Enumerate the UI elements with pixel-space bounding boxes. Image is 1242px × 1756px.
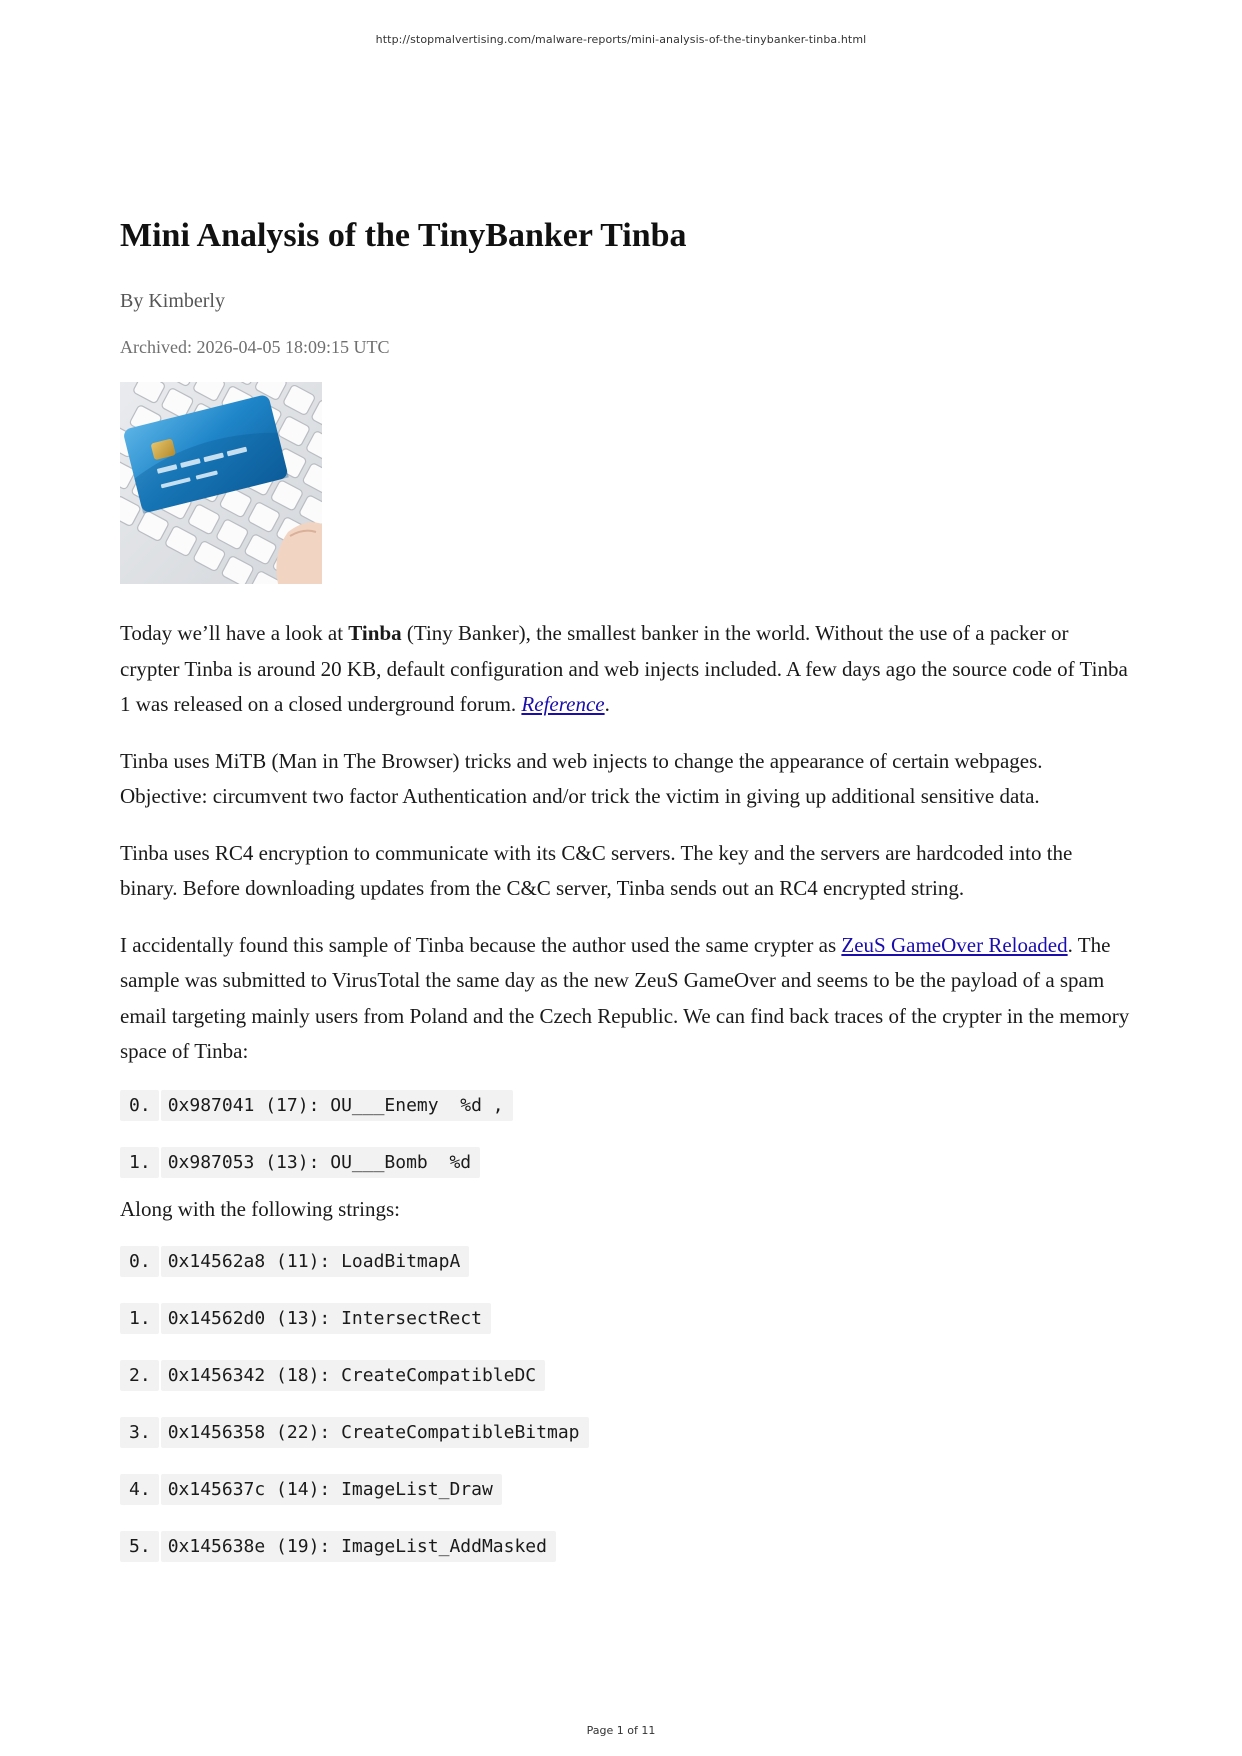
code-string: 0x145638e (19): ImageList_AddMasked [161, 1531, 556, 1562]
code-list-item [120, 1531, 1130, 1562]
code-string: 0x14562d0 (13): IntersectRect [161, 1303, 491, 1334]
code-list-item [120, 1417, 1130, 1448]
archived-timestamp: Archived: 2026-04-05 18:09:15 UTC [120, 337, 390, 357]
code-index: 1. [120, 1303, 159, 1334]
article-byline: By Kimberly [120, 290, 225, 312]
page-url-header: http://stopmalvertising.com/malware-reports/mini-analysis-of-the-tinybanker-tinba.html [375, 33, 867, 46]
code-list-item [120, 1090, 1130, 1121]
code-string: 0x145637c (14): ImageList_Draw [161, 1474, 502, 1505]
code-string: 0x1456342 (18): CreateCompatibleDC [161, 1360, 545, 1391]
article-title: Mini Analysis of the TinyBanker Tinba [120, 217, 687, 254]
code-string: 0x14562a8 (11): LoadBitmapA [161, 1246, 470, 1277]
code-index: 3. [120, 1417, 159, 1448]
code-list-item [120, 1303, 1130, 1334]
code-string: 0x987041 (17): OU___Enemy %d , [161, 1090, 513, 1121]
zeus-gameover-link[interactable]: ZeuS GameOver Reloaded [841, 932, 1068, 957]
code-string: 0x1456358 (22): CreateCompatibleBitmap [161, 1417, 589, 1448]
crypter-strings-list [120, 1090, 1130, 1178]
code-index: 5. [120, 1531, 159, 1562]
reference-link[interactable]: Reference [521, 692, 605, 716]
tinba-bold: Tinba [348, 621, 402, 645]
code-index: 2. [120, 1360, 159, 1391]
code-string: 0x987053 (13): OU___Bomb %d [161, 1147, 480, 1178]
code-index: 0. [120, 1090, 159, 1121]
intro-paragraph: Today we’ll have a look at Tinba (Tiny Banker), the smallest banker in the world. Without the use of a packer or crypter Tinba is around 20 KB, default configuration and web injects included. A few days ago the source code of Tinba 1 was released on a closed underground forum. Reference. [120, 621, 1128, 716]
code-list-item [120, 1360, 1130, 1391]
code-list-item [120, 1246, 1130, 1277]
strings-intro-paragraph: Along with the following strings: [120, 1196, 400, 1221]
rc4-paragraph: Tinba uses RC4 encryption to communicate with its C&C servers. The key and the servers are hardcoded into the binary. Before downloading updates from the C&C server, Tinba sends out an RC4 encrypted string. [120, 840, 1073, 900]
page-number-footer: Page 1 of 11 [586, 1724, 656, 1737]
article [120, 210, 1130, 1562]
code-list-item [120, 1147, 1130, 1178]
api-strings-list [120, 1246, 1130, 1562]
code-list-item [120, 1474, 1130, 1505]
credit-card-keyboard-image [120, 382, 322, 584]
code-index: 0. [120, 1246, 159, 1277]
mitb-paragraph: Tinba uses MiTB (Man in The Browser) tricks and web injects to change the appearance of certain webpages. Objective: circumvent two factor Authentication and/or trick the victim in giving up additional sensitive data. [120, 748, 1043, 808]
code-index: 1. [120, 1147, 159, 1178]
code-index: 4. [120, 1474, 159, 1505]
crypter-paragraph: I accidentally found this sample of Tinba because the author used the same crypter as ZeuS GameOver Reloaded. The sample was submitted to VirusTotal the same day as the new ZeuS GameOver and seems to be the payload of a spam email targeting mainly users from Poland and the Czech Republic. We can find back traces of the crypter in the memory space of Tinba: [120, 932, 1130, 1063]
